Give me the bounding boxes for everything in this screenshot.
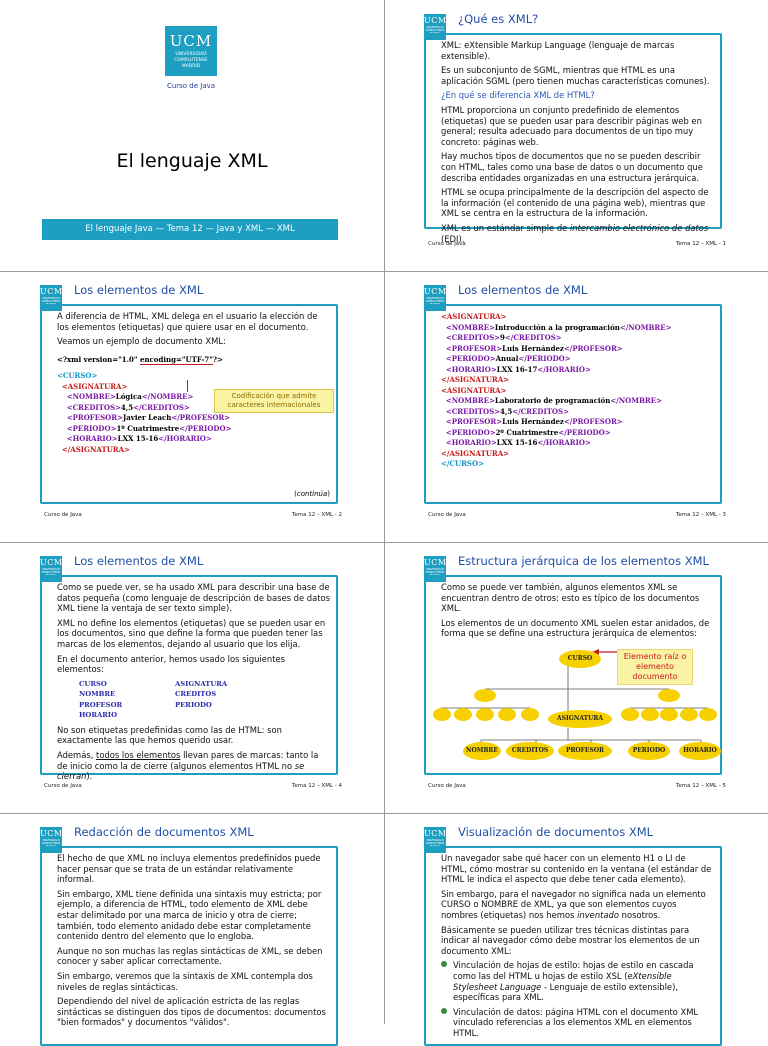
paragraph: Veamos un ejemplo de documento XML: [57, 336, 226, 347]
ucm-logo: UCM UNIVERSIDAD COMPLUTENSE MADRID [40, 285, 62, 311]
paragraph: XML no define los elementos (etiquetas) que se pueden usar en los documentos, sino que define la forma que pueden tener las marcas de los elementos, dejando al usuario que los elija. [57, 617, 326, 649]
xml-code: <CURSO> <ASIGNATURA> <NOMBRE>Lógica</NOMBRE> <CREDITOS>4,5</CREDITOS> <PROFESOR>Javier Leach</PROFESOR> <PERIODO>1º Cuatrimestre</PERIODO> <HORARIO>LXX 15-16</HORARIO> </ASIGNATURA> [57, 371, 232, 454]
slide-footer: Curso de Java Tema 12 – XML - 5 [428, 783, 726, 789]
element-column: CURSO NOMBRE PROFESOR HORARIO [79, 679, 123, 720]
paragraph: HTML se ocupa principalmente de la descripción del aspecto de la información (el contenido de una página web), mientras que XML se centra en la estructura de la información. [441, 187, 709, 219]
paragraph: A diferencia de HTML, XML delega en el usuario la elección de los elementos (etiquetas) que quiere usar en el documento. [57, 311, 318, 332]
paragraph: HTML proporciona un conjunto predefinido de elementos (etiquetas) que se pueden usar para describir páginas web en general; resulta adecuado para documentos de un tipo muy concreto: páginas web. [441, 104, 702, 147]
question: ¿En qué se diferencia XML de HTML? [441, 90, 595, 101]
callout-connector [187, 380, 188, 392]
slide-footer: Curso de Java Tema 12 – XML - 2 [44, 512, 342, 518]
slide-title [0, 0, 384, 271]
node-leaf [498, 708, 516, 721]
ucm-logo [165, 26, 217, 76]
paragraph: Es un subconjunto de SGML, mientras que HTML es una aplicación SGML (pero tienen muchas características comunes). [441, 65, 710, 86]
slide-footer: Curso de Java Tema 12 – XML - 3 [428, 512, 726, 518]
paragraph: Dependiendo del nivel de aplicación estricta de las reglas sintácticas se distinguen dos tipos de documentos: documentos "bien formados" y documentos "válidos". [57, 996, 326, 1028]
slide-heading: El lenguaje XML [116, 150, 268, 172]
paragraph: XML: eXtensible Markup Language (lenguaje de marcas extensible). [441, 40, 675, 61]
content-frame [424, 304, 722, 504]
paragraph: Como se puede ver, se ha usado XML para describir una base de datos pequeña (como lenguaje de descripción de bases de datos XML tiene la ventaja de ser texto simple). [57, 582, 331, 614]
paragraph: Un navegador sabe qué hacer con un elemento H1 o LI de HTML, cómo mostrar su contenido en la ventana (el estándar de HTML le indica el aspecto que debe tener cada elemento). [441, 853, 712, 885]
slide-elementos-1 [0, 271, 384, 542]
slide-footer: Curso de Java Tema 12 – XML - 4 [44, 783, 342, 789]
ucm-logo: UCM UNIVERSIDAD COMPLUTENSE MADRID [424, 14, 446, 40]
paragraph: Hay muchos tipos de documentos que no se pueden describir con HTML, tales como una base de datos o un documento que describa entidades organizadas en una estructura jerárquica. [441, 151, 703, 183]
node-leaf [621, 708, 639, 721]
paragraph: Sin embargo, veremos que la sintaxis de XML contempla dos niveles de reglas sintácticas. [57, 970, 313, 992]
ucm-logo: UCM UNIVERSIDAD COMPLUTENSE MADRID [40, 556, 62, 582]
node-asignatura: ASIGNATURA [548, 710, 612, 728]
course-label: Curso de Java [166, 82, 216, 90]
paragraph: En el documento anterior, hemos usado los siguientes elementos: [57, 653, 286, 675]
paragraph: Como se puede ver también, algunos elementos XML se encuentran dentro de otros: esto es típico de los documentos XML. [441, 582, 700, 614]
logo-subtext: UNIVERSIDAD COMPLUTENSE MADRID [174, 52, 208, 69]
paragraph: Sin embargo, XML tiene definida una sintaxis muy estricta; por ejemplo, a diferencia de HTML, todo elemento de XML debe estar delimitado por una marca de inicio y otra de cierre; también, todo elemento anidado debe estar completamente contenido dentro del elemento que lo engloba. [57, 888, 322, 942]
slide-estructura [384, 542, 768, 813]
slide-title: Visualización de documentos XML [458, 825, 654, 839]
content-frame [40, 575, 338, 782]
node-profesor: PROFESOR [558, 742, 612, 760]
paragraph: Además, todos los elementos llevan pares de marcas: tanto la de inicio como la de cierre (algunos elementos HTML no se cierran). [57, 749, 319, 782]
paragraph: No son etiquetas predefinidas como las de HTML: son exactamente las que hemos querido usar. [57, 724, 282, 746]
root-callout: Elemento raíz o elemento documento [617, 649, 693, 685]
slide-title: Los elementos de XML [74, 554, 204, 568]
xml-declaration: <?xml version="1.0" encoding="UTF-7"?> [57, 354, 223, 364]
ucm-logo: UCM UNIVERSIDAD COMPLUTENSE MADRID [424, 556, 446, 582]
node-periodo: PERIODO [628, 742, 670, 760]
paragraph: Básicamente se pueden utilizar tres técnicas distintas para indicar al navegador cómo debe mostrar los elementos de un documento XML: [441, 924, 700, 956]
slide-que-es-xml [384, 0, 768, 271]
node-leaf [660, 708, 678, 721]
slide-elementos-2 [384, 271, 768, 542]
slide-visualizacion [384, 813, 768, 1038]
node-leaf [476, 708, 494, 721]
bullet-icon [441, 1008, 447, 1014]
bullet-item: Vinculación de hojas de estilo: hojas de estilo en cascada como las del HTML u hojas de estilo XSL (eXtensible Stylesheet Language - Lenguaje de estilo extensible), específicas para XML. [441, 960, 714, 1002]
node-leaf [433, 708, 451, 721]
node-group-left [474, 689, 496, 702]
paragraph: Los elementos de un documento XML suelen estar anidados, de forma que se define una estructura jerárquica de elementos: [441, 617, 710, 639]
xml-code: <ASIGNATURA> <NOMBRE>Introducción a la programación</NOMBRE> <CREDITOS>9</CREDITOS> <PROFESOR>Luis Hernández</PROFESOR> <PERIODO>Anual</PERIODO> <HORARIO>LXX 16-17</HORARIO> </ASIGNATURA> <ASIGNATURA> <NOMBRE>Laboratorio de programación</NOMBRE> <CREDITOS>4,5</CREDITOS> <PROFESOR>Luis Hernández</PROFESOR> <PERIODO>2º Cuatrimestre</PERIODO> <HORARIO>LXX 15-16</HORARIO> </ASIGNATURA> </CURSO> [441, 312, 672, 468]
bullet-item: Vinculación de datos: página HTML con el documento XML vinculado referencias a los elementos XML en elementos HTML. [441, 1007, 714, 1039]
content-frame [424, 846, 722, 1046]
node-group-right [658, 689, 680, 702]
paragraph: Aunque no son muchas las reglas sintácticas de XML, se deben conocer y saber aplicar correctamente. [57, 945, 323, 967]
ucm-logo: UCM UNIVERSIDAD COMPLUTENSE MADRID [424, 827, 446, 853]
ucm-logo: UCM UNIVERSIDAD COMPLUTENSE MADRID [424, 285, 446, 311]
continua-note: (continúa) [294, 490, 330, 498]
ucm-logo: UCM UNIVERSIDAD COMPLUTENSE MADRID [40, 827, 62, 853]
paragraph: Sin embargo, para el navegador no significa nada un elemento CURSO o NOMBRE de XML, ya que son elementos cuyos nombres (etiquetas) nos hemos inventado nosotros. [441, 888, 706, 920]
node-leaf [641, 708, 659, 721]
slide-title: Redacción de documentos XML [74, 825, 254, 839]
node-leaf [521, 708, 539, 721]
encoding-callout: Codificación que admite caracteres internacionales [214, 389, 334, 413]
subject-banner: El lenguaje Java — Tema 12 — Java y XML — XML [42, 219, 338, 240]
content-frame [424, 33, 722, 244]
content-frame [40, 846, 338, 1046]
slide-footer: Curso de Java Tema 12 – XML - 1 [428, 241, 726, 247]
paragraph: XML es un estándar simple de intercambio electrónico de datos (EDI). [441, 222, 709, 244]
bullet-icon [441, 961, 447, 967]
node-leaf [454, 708, 472, 721]
element-list [79, 679, 330, 721]
node-nombre: NOMBRE [463, 742, 501, 760]
slide-title: Estructura jerárquica de los elementos XML [458, 554, 709, 568]
slide-title: Los elementos de XML [458, 283, 588, 297]
element-column: ASIGNATURA CREDITOS PERIODO [175, 679, 228, 709]
paragraph: El hecho de que XML no incluya elementos predefinidos puede hacer pensar que se trata de un estándar relativamente informal. [57, 853, 321, 885]
node-leaf [699, 708, 717, 721]
slide-redaccion [0, 813, 384, 1028]
slide-elementos-3 [0, 542, 384, 813]
node-horario: HORARIO [679, 742, 721, 760]
node-root: CURSO [559, 650, 601, 668]
node-leaf [680, 708, 698, 721]
slide-title: Los elementos de XML [74, 283, 204, 297]
slide-title: ¿Qué es XML? [458, 12, 539, 26]
node-creditos: CREDITOS [506, 742, 554, 760]
logo-text: UCM [169, 32, 213, 50]
